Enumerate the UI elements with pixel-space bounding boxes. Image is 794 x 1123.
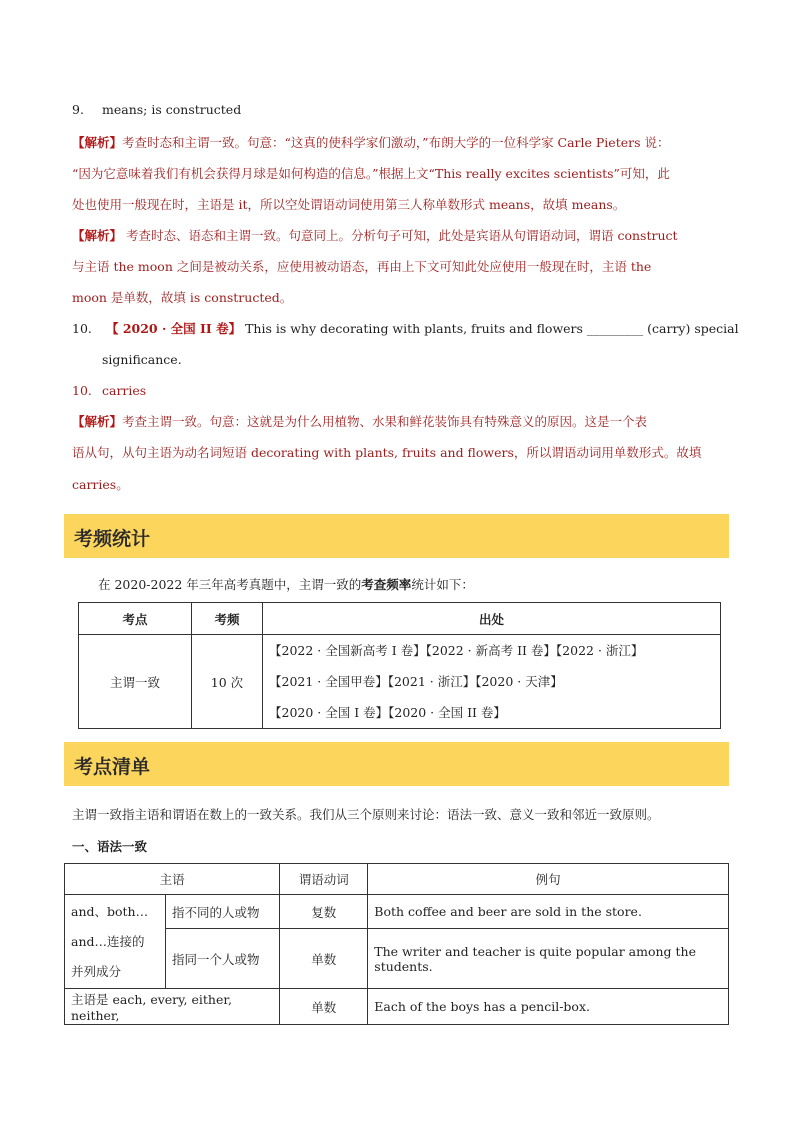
subject-line: and、both…	[71, 904, 149, 919]
freq-point: 主谓一致	[79, 635, 192, 729]
freq-header-source: 出处	[263, 603, 721, 635]
q9-exp1-line3: 处也使用一般现在时，主语是 it，所以空处谓语动词使用第三人称单数形式 means，故填 means。	[72, 197, 626, 212]
table-row	[79, 635, 721, 729]
freq-intro-b: 考查频率	[361, 577, 412, 592]
grammar-verb: 复数	[280, 895, 368, 929]
q9-number: 9.	[72, 102, 84, 117]
section-banner-checklist	[64, 742, 729, 786]
freq-intro-c: 统计如下：	[411, 577, 474, 592]
q10-exp-l1: 考查主谓一致。句意：这就是为什么用植物、水果和鲜花装饰具有特殊意义的原因。这是一个表	[122, 414, 648, 429]
section-title-frequency: 考频统计	[74, 528, 151, 550]
frequency-table	[78, 602, 721, 729]
grammar-subtype: 指同一个人或物	[166, 929, 280, 989]
grammar-verb: 单数	[280, 929, 368, 989]
freq-intro	[98, 576, 474, 593]
grammar-header-subject: 主语	[65, 864, 280, 895]
q10-stem-line2: significance.	[102, 352, 182, 367]
subject-line: and…连接的	[71, 934, 145, 949]
q10-stem-line1	[72, 320, 739, 337]
grammar-example: The writer and teacher is quite popular among the students.	[368, 929, 729, 989]
freq-source-line: 【2020 · 全国 I 卷】【2020 · 全国 II 卷】	[269, 705, 506, 720]
checklist-intro: 主谓一致指主语和谓语在数上的一致关系。我们从三个原则来讨论：语法一致、意义一致和邻近一致原则。	[72, 807, 660, 822]
q9-exp2-tag: 【解析】	[72, 228, 123, 243]
q9-exp2-line3: moon 是单数，故填 is constructed。	[72, 290, 293, 305]
q10-exp-line2: 语从句，从句主语为动名词短语 decorating with plants, fruits and flowers，所以谓语动词用单数形式。故填	[72, 445, 702, 460]
q9-answer-line	[72, 101, 241, 118]
frequency-table-header	[79, 603, 721, 635]
freq-header-count: 考频	[192, 603, 263, 635]
section-title-checklist: 考点清单	[74, 756, 151, 778]
q9-exp1-l1a: 考查时态和主谓一致。句意：	[122, 135, 285, 150]
table-row	[65, 989, 729, 1025]
grammar-header-verb: 谓语动词	[280, 864, 368, 895]
q10-exp-tag: 【解析】	[72, 414, 123, 429]
freq-header-point: 考点	[79, 603, 192, 635]
q9-exp1-line2: “因为它意味着我们有机会获得月球是如何构造的信息。”根据上文“This really excites scientists”可知，此	[72, 166, 670, 181]
q10-answer: carries	[102, 383, 147, 398]
q10-number: 10.	[72, 321, 92, 336]
q10-exp-line3: carries。	[72, 477, 129, 492]
q9-exp1-line1	[72, 134, 670, 151]
grammar-example: Both coffee and beer are sold in the store.	[368, 895, 729, 929]
q9-exp2-l1: 考查时态、语态和主谓一致。句意同上。分析句子可知，此处是宾语从句谓语动词，谓语 construct	[122, 228, 678, 243]
grammar-verb: 单数	[280, 989, 368, 1025]
grammar-table-header	[65, 864, 729, 895]
q10-source: 【 2020 · 全国 II 卷】	[105, 321, 242, 336]
section-banner-frequency	[64, 514, 729, 558]
freq-sources	[263, 635, 721, 729]
freq-intro-a: 在 2020-2022 年三年高考真题中，主谓一致的	[98, 577, 362, 592]
grammar-subject-each: 主语是 each, every, either, neither,	[65, 989, 280, 1025]
subheading-grammar: 一、语法一致	[72, 839, 148, 854]
grammar-header-example: 例句	[368, 864, 729, 895]
grammar-subtype: 指不同的人或物	[166, 895, 280, 929]
q10-answer-line	[72, 382, 146, 399]
q10-exp-line1	[72, 413, 647, 430]
freq-source-line: 【2021 · 全国甲卷】【2021 · 浙江】【2020 · 天津】	[269, 674, 563, 689]
q9-exp1-l1b: “这真的使科学家们激动，”布朗大学的一位科学家 Carle Pieters 说：	[284, 135, 670, 150]
q9-exp2-line1	[72, 227, 678, 244]
q9-exp1-tag: 【解析】	[72, 135, 123, 150]
q9-answer: means; is constructed	[102, 102, 242, 117]
q9-exp2-line2: 与主语 the moon 之间是被动关系，应使用被动语态，再由上下文可知此处应使用一般现在时，主语 the	[72, 259, 652, 274]
q10-stem-l1: This is why decorating with plants, fruits and flowers _________ (carry) special	[245, 321, 739, 336]
freq-count: 10 次	[192, 635, 263, 729]
freq-source-line: 【2022 · 全国新高考 I 卷】【2022 · 新高考 II 卷】【2022 · 浙江】	[269, 643, 644, 658]
table-row	[65, 895, 729, 929]
grammar-example: Each of the boys has a pencil-box.	[368, 989, 729, 1025]
q10-ans-number: 10.	[72, 383, 92, 398]
subject-line: 并列成分	[71, 964, 122, 979]
grammar-subject-and-both	[65, 895, 166, 989]
grammar-table	[64, 863, 729, 1025]
